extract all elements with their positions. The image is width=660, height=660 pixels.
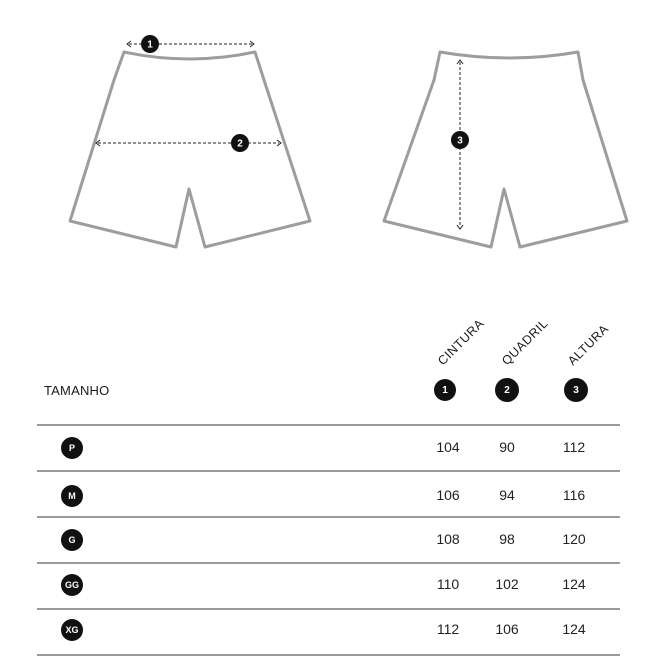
cintura-value: 108 xyxy=(436,531,460,547)
quadril-value: 106 xyxy=(495,621,519,637)
shorts-diagram xyxy=(0,0,660,300)
cintura-value: 112 xyxy=(436,621,460,637)
quadril-value: 98 xyxy=(499,531,515,547)
svg-text:3: 3 xyxy=(457,135,463,147)
svg-text:1: 1 xyxy=(147,39,153,51)
altura-value: 124 xyxy=(562,621,586,637)
table-row xyxy=(37,608,620,652)
cintura-value: 106 xyxy=(436,487,460,503)
cintura-value: 104 xyxy=(436,439,460,455)
table-row xyxy=(37,474,620,518)
table-row xyxy=(37,518,620,562)
column-header-quadril: QUADRIL xyxy=(499,316,551,368)
altura-value: 112 xyxy=(562,439,586,455)
quadril-value: 102 xyxy=(495,576,519,592)
shorts-back-outline xyxy=(384,52,627,247)
cintura-value: 110 xyxy=(436,576,460,592)
table-divider xyxy=(37,654,620,656)
quadril-value: 94 xyxy=(499,487,515,503)
measure-badge-1 xyxy=(141,35,159,53)
column-header-cintura: CINTURA xyxy=(435,316,487,368)
size-badge: XG xyxy=(61,619,83,641)
column-badge-3: 3 xyxy=(564,378,588,402)
size-badge: M xyxy=(61,485,83,507)
altura-value: 120 xyxy=(562,531,586,547)
altura-value: 116 xyxy=(562,487,586,503)
shorts-front-outline xyxy=(70,52,310,247)
quadril-value: 90 xyxy=(499,439,515,455)
size-column-header: TAMANHO xyxy=(44,383,110,398)
measure-badge-2 xyxy=(231,134,249,152)
column-header-altura: ALTURA xyxy=(565,321,612,368)
column-badge-2: 2 xyxy=(495,378,519,402)
size-badge: P xyxy=(61,437,83,459)
table-row xyxy=(37,563,620,607)
svg-text:2: 2 xyxy=(237,138,243,150)
table-divider xyxy=(37,470,620,472)
size-badge: GG xyxy=(61,574,83,596)
measure-badge-3 xyxy=(451,131,469,149)
column-badge-1: 1 xyxy=(434,379,456,401)
hip-measure-line xyxy=(96,140,281,146)
altura-value: 124 xyxy=(562,576,586,592)
size-badge: G xyxy=(61,529,83,551)
table-row xyxy=(37,426,620,470)
